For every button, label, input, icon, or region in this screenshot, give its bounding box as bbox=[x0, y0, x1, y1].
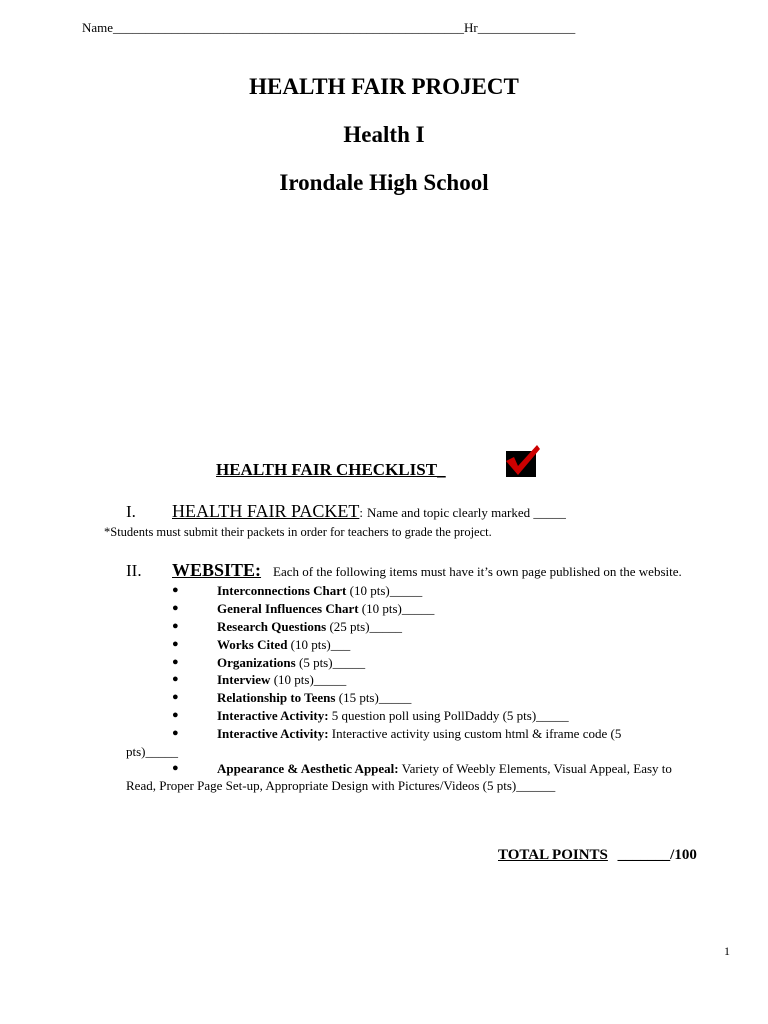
bullet-icon: ● bbox=[172, 691, 179, 703]
project-title: HEALTH FAIR PROJECT bbox=[249, 74, 519, 99]
list-item: Interconnections Chart (10 pts)_____ bbox=[217, 583, 423, 598]
total-points-label: TOTAL POINTS bbox=[498, 847, 608, 863]
section-2-text: Each of the following items must have it’s own page published on the website. bbox=[273, 564, 682, 579]
bullet-icon: ● bbox=[172, 709, 179, 721]
total-points bbox=[498, 847, 697, 864]
bullet-icon: ● bbox=[172, 620, 179, 632]
name-hr-line bbox=[82, 20, 575, 36]
checklist-heading bbox=[216, 460, 446, 480]
list-item: Works Cited (10 pts)___ bbox=[217, 637, 351, 652]
checklist-heading-blank: _ bbox=[437, 460, 446, 479]
section-1-colon: : bbox=[359, 505, 363, 520]
section-1-line bbox=[172, 501, 566, 522]
list-item: Organizations (5 pts)_____ bbox=[217, 655, 366, 670]
bullet-icon: ● bbox=[172, 584, 179, 596]
list-item: Interactive Activity: 5 question poll using PollDaddy (5 pts)_____ bbox=[217, 708, 569, 723]
section-1-number: I. bbox=[126, 502, 136, 521]
list-item: Interactive Activity: Interactive activity using custom html & iframe code (5 bbox=[217, 726, 622, 741]
hr-label: Hr bbox=[464, 20, 478, 35]
bullet-icon: ● bbox=[172, 762, 179, 774]
section-2-title: WEBSITE: bbox=[172, 560, 262, 580]
section-1-title: HEALTH FAIR PACKET bbox=[172, 501, 360, 521]
school-title: Irondale High School bbox=[279, 170, 489, 195]
list-item: Appearance & Aesthetic Appeal: Variety of Weebly Elements, Visual Appeal, Easy to bbox=[217, 761, 672, 776]
list-item: Relationship to Teens (15 pts)_____ bbox=[217, 690, 412, 705]
bullet-icon: ● bbox=[172, 727, 179, 739]
page-number: 1 bbox=[724, 944, 730, 958]
checklist-heading-text: HEALTH FAIR CHECKLIST bbox=[216, 460, 438, 479]
section-1-text: Name and topic clearly marked _____ bbox=[366, 505, 566, 520]
total-points-max: /100 bbox=[670, 847, 697, 863]
bullet-icon: ● bbox=[172, 673, 179, 685]
list-item: General Influences Chart (10 pts)_____ bbox=[217, 601, 435, 616]
packet-note: *Students must submit their packets in order for teachers to grade the project. bbox=[104, 525, 492, 539]
checkbox-check-icon bbox=[503, 443, 541, 479]
total-points-blank[interactable]: _______ bbox=[617, 847, 671, 863]
section-2-number: II. bbox=[126, 561, 142, 580]
bullet-icon: ● bbox=[172, 638, 179, 650]
course-title: Health I bbox=[343, 122, 425, 147]
name-blank[interactable]: ______________________________________________________ bbox=[113, 20, 465, 35]
list-item-continuation: pts)_____ bbox=[126, 744, 178, 759]
name-label: Name bbox=[82, 20, 114, 35]
section-2-line bbox=[172, 560, 682, 581]
bullet-icon: ● bbox=[172, 602, 179, 614]
list-item: Interview (10 pts)_____ bbox=[217, 672, 347, 687]
list-item-continuation: Read, Proper Page Set-up, Appropriate Design with Pictures/Videos (5 pts)______ bbox=[126, 778, 556, 793]
list-item: Research Questions (25 pts)_____ bbox=[217, 619, 403, 634]
bullet-icon: ● bbox=[172, 656, 179, 668]
hr-blank[interactable]: _______________ bbox=[477, 20, 576, 35]
